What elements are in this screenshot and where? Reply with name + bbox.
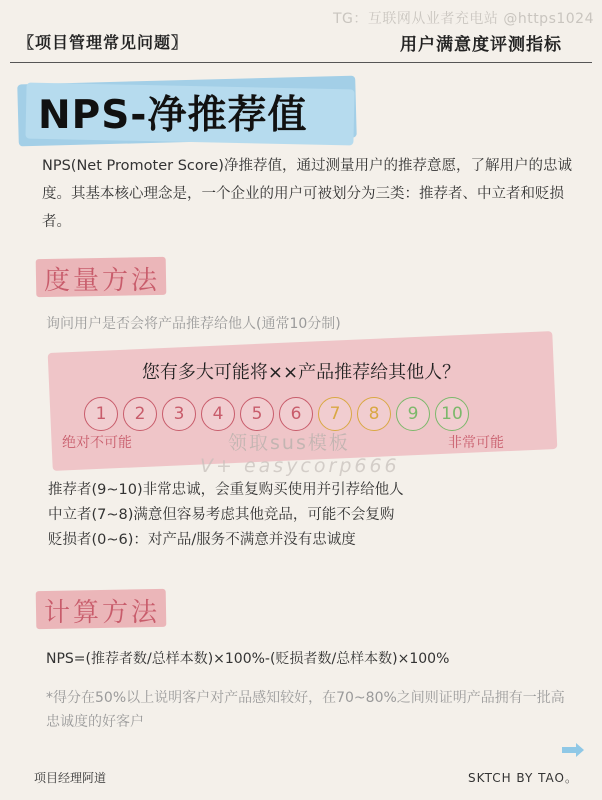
arrow-right-icon [562,743,584,757]
scale-option-3: 3 [162,397,196,431]
watermark-template: 领取sus模板 [228,432,350,454]
nps-formula: NPS=(推荐者数/总样本数)×100%-(贬损者数/总样本数)×100% [46,651,450,667]
group-list [48,478,404,553]
rating-scale [84,397,469,431]
scale-question: 您有多大可能将××产品推荐给其他人？ [141,362,461,383]
series-title: 〖项目管理常见问题〗 [18,33,189,52]
scale-option-9: 9 [396,397,430,431]
intro-paragraph: NPS(Net Promoter Score)净推荐值，通过测量用户的推荐意愿，了解用户的忠诚度。其基本核心理念是，一个企业的用户可被划分为三类：推荐者、中立者和贬损者。 [42,158,572,230]
topic-title: 用户满意度评测指标 [400,35,562,55]
scale-option-4: 4 [201,397,235,431]
scale-option-10: 10 [435,397,469,431]
scale-low-label: 绝对不可能 [62,435,132,451]
score-interpretation: *得分在50%以上说明客户对产品感知较好，在70~80%之间则证明产品拥有一批高忠诚度的好客户 [46,690,565,730]
page-title: NPS-净推荐值 [38,93,308,138]
measure-description: 询问用户是否会将产品推荐给他人(通常10分制) [46,316,341,332]
scale-option-1: 1 [84,397,118,431]
scale-high-label: 非常可能 [448,435,504,451]
scale-option-5: 5 [240,397,274,431]
footer-credit: SKTCH BY TAO。 [468,771,578,785]
scale-option-2: 2 [123,397,157,431]
promoter-description: 推荐者(9~10)非常忠诚，会重复购买使用并引荐给他人 [48,482,404,498]
watermark-top: TG：互联网从业者充电站 @https1024 [332,11,594,27]
scale-option-7: 7 [318,397,352,431]
scale-option-6: 6 [279,397,313,431]
header-divider [10,62,592,63]
detractor-description: 贬损者(0~6)：对产品/服务不满意并没有忠诚度 [48,532,356,548]
scale-option-8: 8 [357,397,391,431]
calc-heading: 计算方法 [44,598,161,628]
watermark-contact: V+ easycorp666 [200,455,400,477]
measure-heading: 度量方法 [44,266,161,296]
footer-author: 项目经理阿道 [34,771,107,785]
passive-description: 中立者(7~8)满意但容易考虑其他竞品，可能不会复购 [48,507,395,523]
